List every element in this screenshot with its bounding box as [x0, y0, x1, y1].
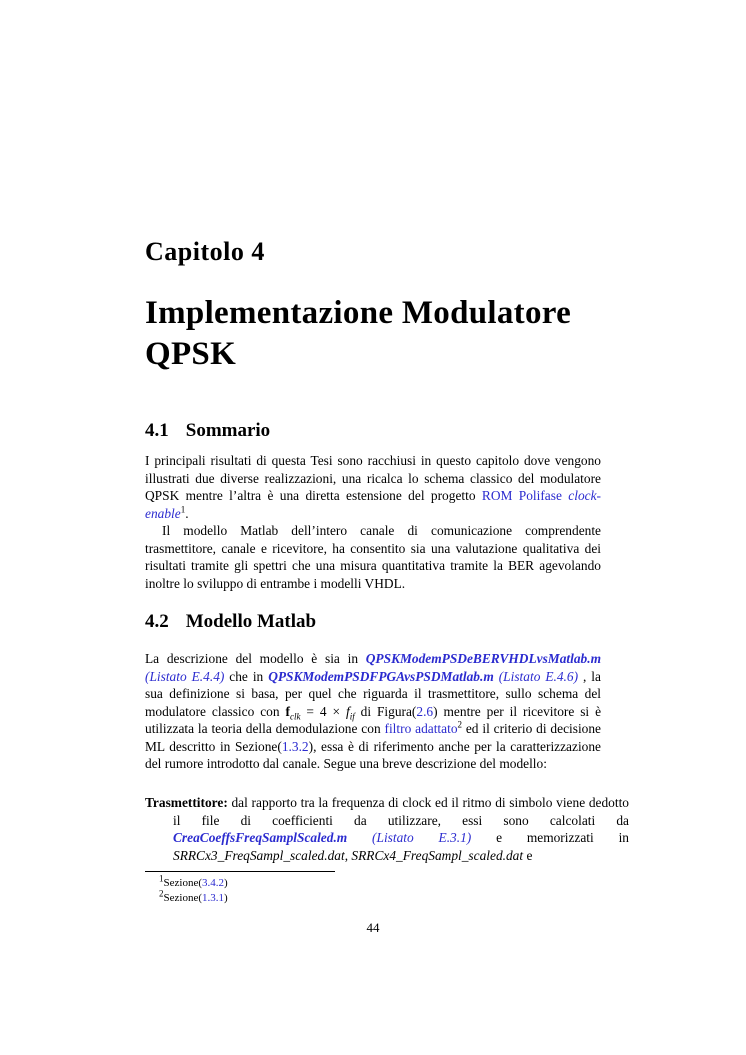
chapter-title-line1: Implementazione Modulatore	[145, 295, 572, 331]
section-number: 4.2	[145, 611, 169, 632]
paragraph-sommario-1	[145, 452, 601, 522]
footnote-2	[145, 888, 601, 906]
text-segment: 1	[180, 504, 186, 515]
text-segment: Sezione(	[163, 877, 202, 889]
hyperlink[interactable]: CreaCoeffsFreqSamplScaled.m	[173, 830, 348, 845]
section-title: Modello Matlab	[185, 611, 317, 632]
hyperlink[interactable]: (Listato E.3.1)	[372, 830, 472, 845]
text-segment: = 4 ×	[300, 703, 346, 719]
text-segment: Il modello Matlab dell’intero canale di comunicazione comprendente trasmettitore, canale e ricevitore, ha consentito sia una valutazione qualitativa dei risultati tramite gli spettri che una misura quantitativa tramite la BER agevolando inoltre lo sviluppo di entrambe i modelli VHDL.	[145, 523, 601, 591]
text-segment: .	[185, 505, 189, 521]
text-segment: clk	[289, 711, 301, 722]
text-segment: 1	[159, 873, 164, 884]
text-segment: SRRCx4_FreqSampl_scaled.dat	[351, 847, 524, 863]
chapter-title	[145, 293, 601, 375]
hyperlink[interactable]: QPSKModemPSDeBERVHDLvsMatlab.m	[365, 651, 601, 666]
footnote-rule	[145, 871, 335, 872]
text-segment: , la sua definizione si basa, per quel che riguarda il trasmettitore, sullo schema del modulatore classico con	[145, 668, 601, 719]
description-label: Trasmettitore:	[145, 795, 228, 810]
text-segment: La descrizione del modello è sia in	[145, 651, 366, 666]
text-segment: dal rapporto tra la frequenza di clock ed il ritmo di simbolo viene dedotto il file di coefficienti da utilizzare, essi sono calcolati da	[173, 795, 629, 828]
hyperlink[interactable]: filtro adattato	[384, 721, 458, 736]
paragraph-modello-matlab	[145, 650, 601, 773]
text-segment: ) mentre per il ricevitore si è utilizzata la teoria della demodulazione con	[145, 703, 602, 736]
hyperlink[interactable]: 1.3.1	[201, 892, 224, 904]
text-segment: SRRCx3_FreqSampl_scaled.dat	[173, 847, 345, 863]
section-heading-4-2	[145, 611, 601, 633]
text-segment: ,	[344, 847, 352, 863]
text-segment: Sezione(	[163, 892, 202, 904]
chapter-label: Capitolo 4	[145, 237, 265, 266]
section-number: 4.1	[145, 420, 169, 441]
hyperlink[interactable]: ROM Polifase	[481, 488, 569, 503]
paragraph-sommario-2	[145, 522, 601, 592]
text-segment	[347, 830, 372, 845]
hyperlink[interactable]: 3.4.2	[201, 877, 224, 889]
hyperlink[interactable]: (Listato E.4.4)	[145, 668, 225, 684]
hyperlink[interactable]: QPSKModemPSDFPGAvsPSDMatlab.m	[268, 668, 494, 684]
text-segment: I principali risultati di questa Tesi sono racchiusi in questo capitolo dove vengono illustrati due diverse realizzazioni, una ricalca lo schema classico del modulatore QPSK mentre l’altra è una diretta estensione del progetto	[145, 453, 601, 503]
text-segment: e memorizzati in	[471, 830, 629, 845]
text-segment: di Figura(	[354, 703, 417, 719]
text-segment: )	[223, 892, 228, 904]
hyperlink[interactable]: clock-enable	[145, 488, 601, 521]
section-title: Sommario	[185, 420, 271, 441]
text-segment: f	[345, 703, 350, 719]
text-segment: ed il criterio di decisione ML descritto in Sezione(	[145, 721, 601, 754]
text-segment: )	[223, 877, 228, 889]
text-segment: ), essa è di riferimento anche per la caratterizzazione del rumore introdotto dal canale. Segue una breve descrizione del modello:	[145, 738, 601, 771]
text-segment: e	[523, 847, 533, 863]
text-segment: f	[285, 703, 290, 719]
chapter-title-line2: QPSK	[145, 336, 237, 372]
section-heading-4-1	[145, 420, 601, 442]
text-segment: che in	[224, 668, 269, 684]
hyperlink[interactable]: 1.3.2	[281, 738, 309, 754]
description-body	[173, 795, 629, 863]
text-segment: 2	[457, 719, 463, 730]
hyperlink[interactable]: (Listato E.4.6)	[498, 668, 579, 684]
text-segment: 2	[159, 888, 164, 899]
footnote-1	[145, 873, 601, 891]
description-item-trasmettitore	[145, 794, 629, 864]
page-number: 44	[366, 920, 380, 935]
text-segment: if	[349, 711, 355, 722]
hyperlink[interactable]: 2.6	[416, 703, 434, 719]
